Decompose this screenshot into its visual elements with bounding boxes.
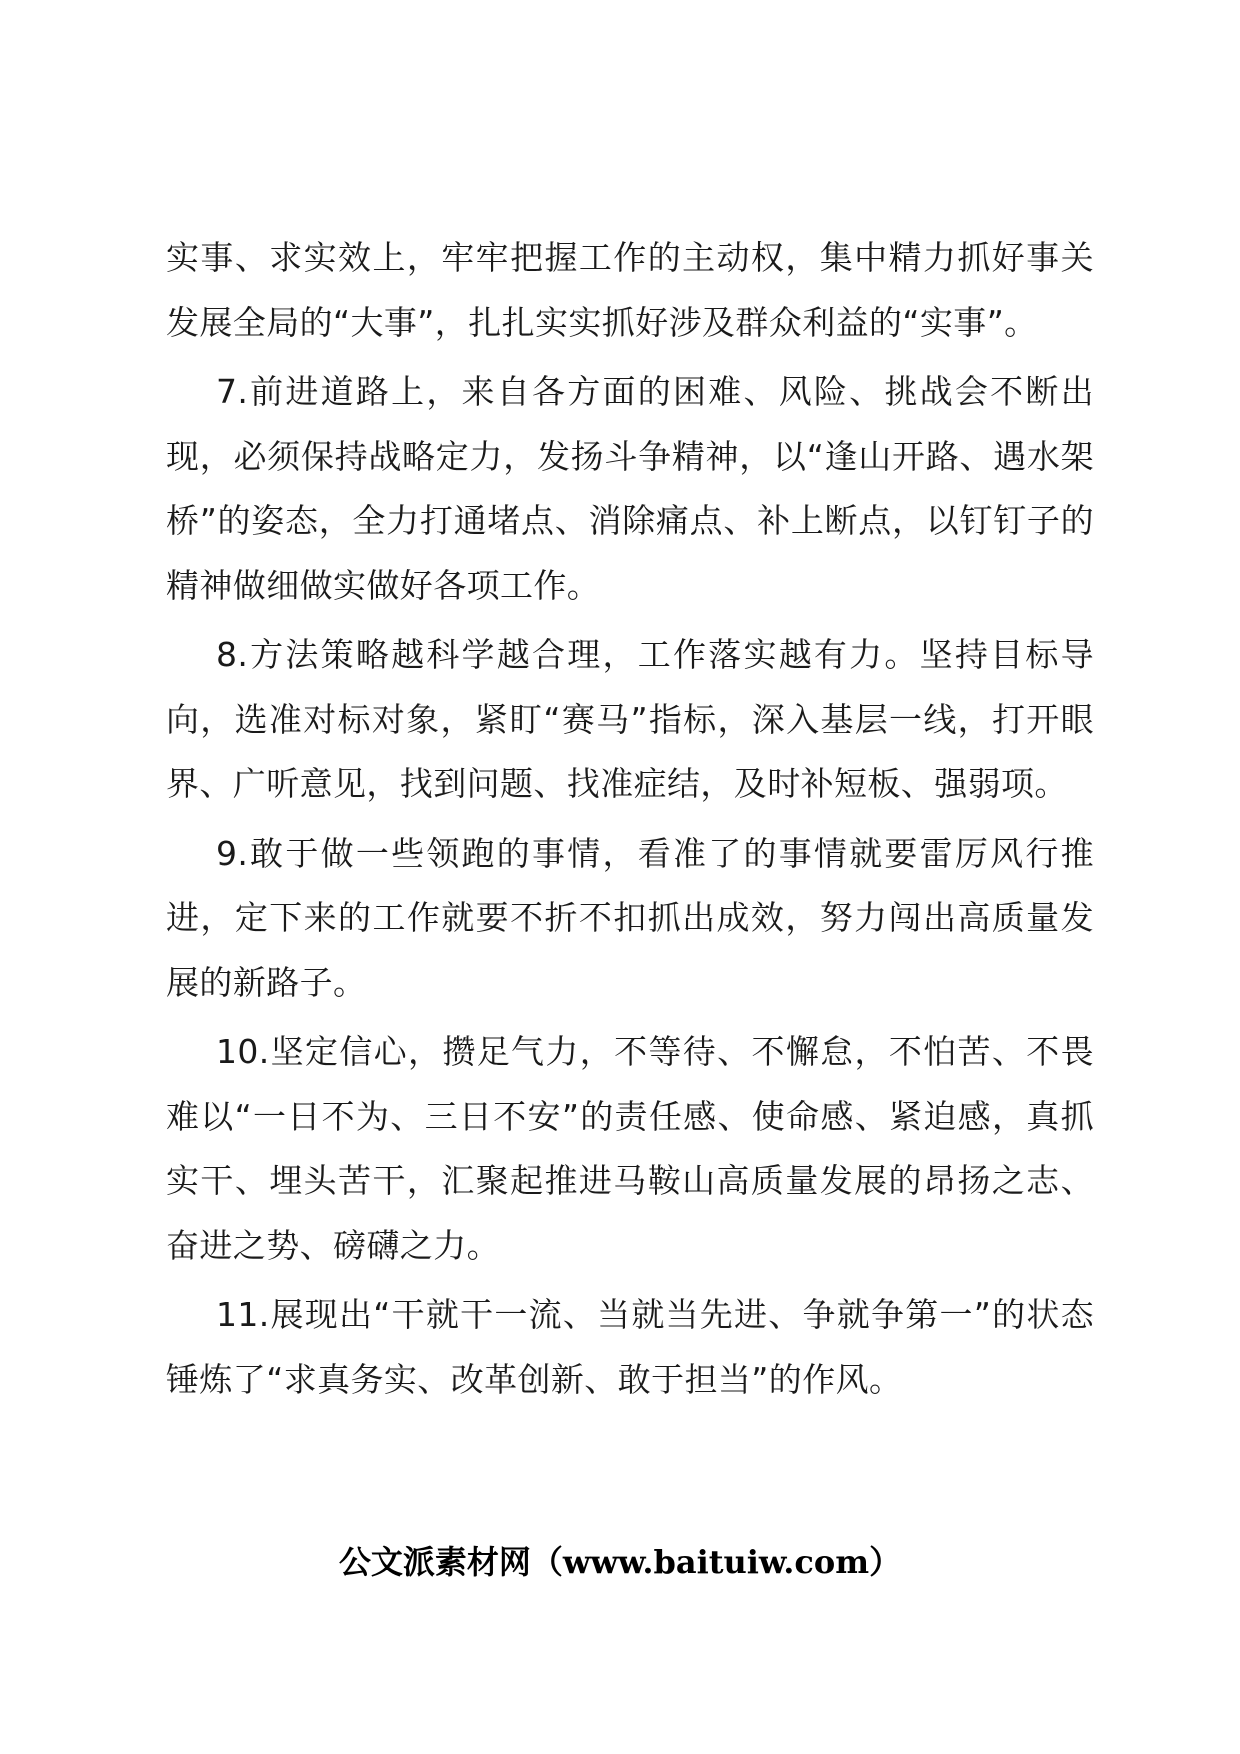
paragraph-continued: 实事、求实效上，牢牢把握工作的主动权，集中精力抓好事关发展全局的“大事”，扎扎实实抓好涉及群众利益的“实事”。: [166, 238, 1094, 342]
footer-source: 公文派素材网（www.baituiw.com）: [338, 1543, 902, 1581]
paragraph-item-10: 10.坚定信心，攒足气力，不等待、不懈怠，不怕苦、不畏难以“一日不为、三日不安”的责任感、使命感、紧迫感，真抓实干、埋头苦干，汇聚起推进马鞍山高质量发展的昂扬之志、奋进之势、磅礴之力。: [166, 1032, 1094, 1265]
paragraph-item-9: 9.敢于做一些领跑的事情，看准了的事情就要雷厉风行推进，定下来的工作就要不折不扣抓出成效，努力闯出高质量发展的新路子。: [166, 833, 1094, 1002]
paragraph-item-8: 8.方法策略越科学越合理，工作落实越有力。坚持目标导向，选准对标对象，紧盯“赛马”指标，深入基层一线，打开眼界、广听意见，找到问题、找准症结，及时补短板、强弱项。: [166, 635, 1094, 803]
paragraph-item-11: 11.展现出“干就干一流、当就当先进、争就争第一”的状态锤炼了“求真务实、改革创新、敢于担当”的作风。: [166, 1295, 1094, 1399]
document-body: [166, 226, 1094, 1417]
paragraph-item-7: 7.前进道路上，来自各方面的困难、风险、挑战会不断出现，必须保持战略定力，发扬斗争精神，以“逢山开路、遇水架桥”的姿态，全力打通堵点、消除痛点、补上断点，以钉钉子的精神做细做实做好各项工作。: [166, 372, 1094, 605]
